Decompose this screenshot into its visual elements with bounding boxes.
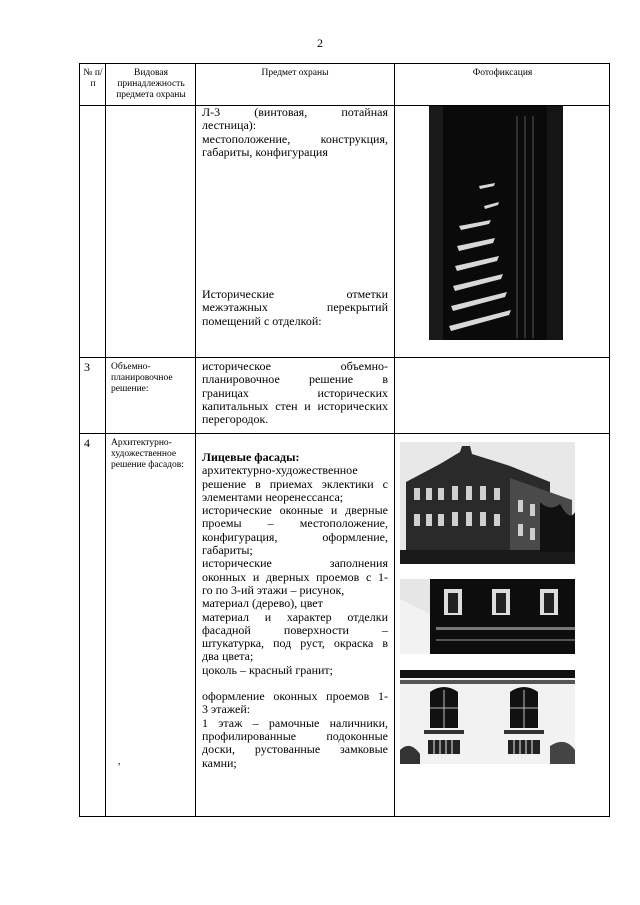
col-divider <box>394 64 395 816</box>
text-line: го по 3-ий этажи – рисунок, <box>202 582 345 597</box>
text-line: архитектурно-художественное <box>202 463 358 478</box>
stair-description <box>202 106 388 159</box>
row-3-type: Объемно-планировочное решение: <box>111 362 173 394</box>
text-line: цоколь – красный гранит; <box>202 662 334 677</box>
text-line: местоположение, конструкция, <box>202 131 388 146</box>
text-line: историческое объемно- <box>202 359 388 373</box>
text-line: капитальных стен и исторических <box>202 398 388 413</box>
text-line: габариты; <box>202 543 253 558</box>
facade-detail-photo <box>400 579 575 654</box>
header-subject: Предмет охраны <box>261 68 329 78</box>
text-line: оконных и дверных проемов с 1- <box>202 569 388 584</box>
text-line: планировочное решение в <box>202 372 388 387</box>
row-3-description <box>202 360 388 426</box>
text-line: материал и характер отделки <box>202 609 388 624</box>
text-line: камни; <box>202 755 237 770</box>
col-divider <box>105 64 106 816</box>
row-3-number: 3 <box>84 360 90 374</box>
text-line: фасадной поверхности – <box>202 622 388 637</box>
text-line: доски, рустованные замковые <box>202 742 388 757</box>
spiral-staircase-photo <box>429 106 563 348</box>
protection-table <box>79 63 610 817</box>
header-photo: Фотофиксация <box>472 68 533 78</box>
text-line: 1 этаж – рамочные наличники, <box>202 715 388 730</box>
row-4-type: Архитектурно-художественное решение фасадов: <box>111 438 184 470</box>
text-line: штукатурка, под руст, окраска в <box>202 636 388 651</box>
page-number: 2 <box>317 36 323 50</box>
col-divider <box>195 64 196 816</box>
text-line: профилированные подоконные <box>202 728 388 743</box>
row-divider <box>80 433 609 434</box>
text-line: оформление оконных проемов 1- <box>202 689 388 704</box>
text-line: Л-3 (винтовая, потайная <box>202 105 388 119</box>
text-line: материал (дерево), цвет <box>202 596 323 611</box>
header-type: Видовая принадлежность предмета охраны <box>116 68 186 100</box>
text-line: помещений с отделкой: <box>202 313 322 328</box>
header-num: № п/п <box>83 68 103 89</box>
text-line: лестница): <box>202 118 257 133</box>
text-line: конфигурация, оформление, <box>202 529 388 544</box>
text-line: 3 этажей: <box>202 702 251 717</box>
text-line: габариты, конфигурация <box>202 144 328 159</box>
building-facade-photo <box>400 442 575 564</box>
text-line: границах исторических <box>202 385 388 400</box>
text-line: элементами неоренессанса; <box>202 489 344 504</box>
text-line: исторические оконные и дверные <box>202 503 388 518</box>
text-line: проемы – местоположение, <box>202 516 388 531</box>
row-divider <box>80 357 609 358</box>
facade-windows-photo <box>400 670 575 764</box>
text-line: перегородок. <box>202 412 269 427</box>
text-line: решение в приемах эклектики с <box>202 476 388 491</box>
stray-mark: , <box>118 756 121 767</box>
text-line: два цвета; <box>202 649 254 664</box>
floor-marks-description <box>202 288 388 328</box>
text-line: исторические заполнения <box>202 556 388 571</box>
facades-heading: Лицевые фасады: <box>202 450 300 464</box>
text-line: межэтажных перекрытий <box>202 300 388 315</box>
row-4-description <box>202 451 388 770</box>
text-line: Исторические отметки <box>202 287 388 301</box>
row-4-number: 4 <box>84 436 90 450</box>
